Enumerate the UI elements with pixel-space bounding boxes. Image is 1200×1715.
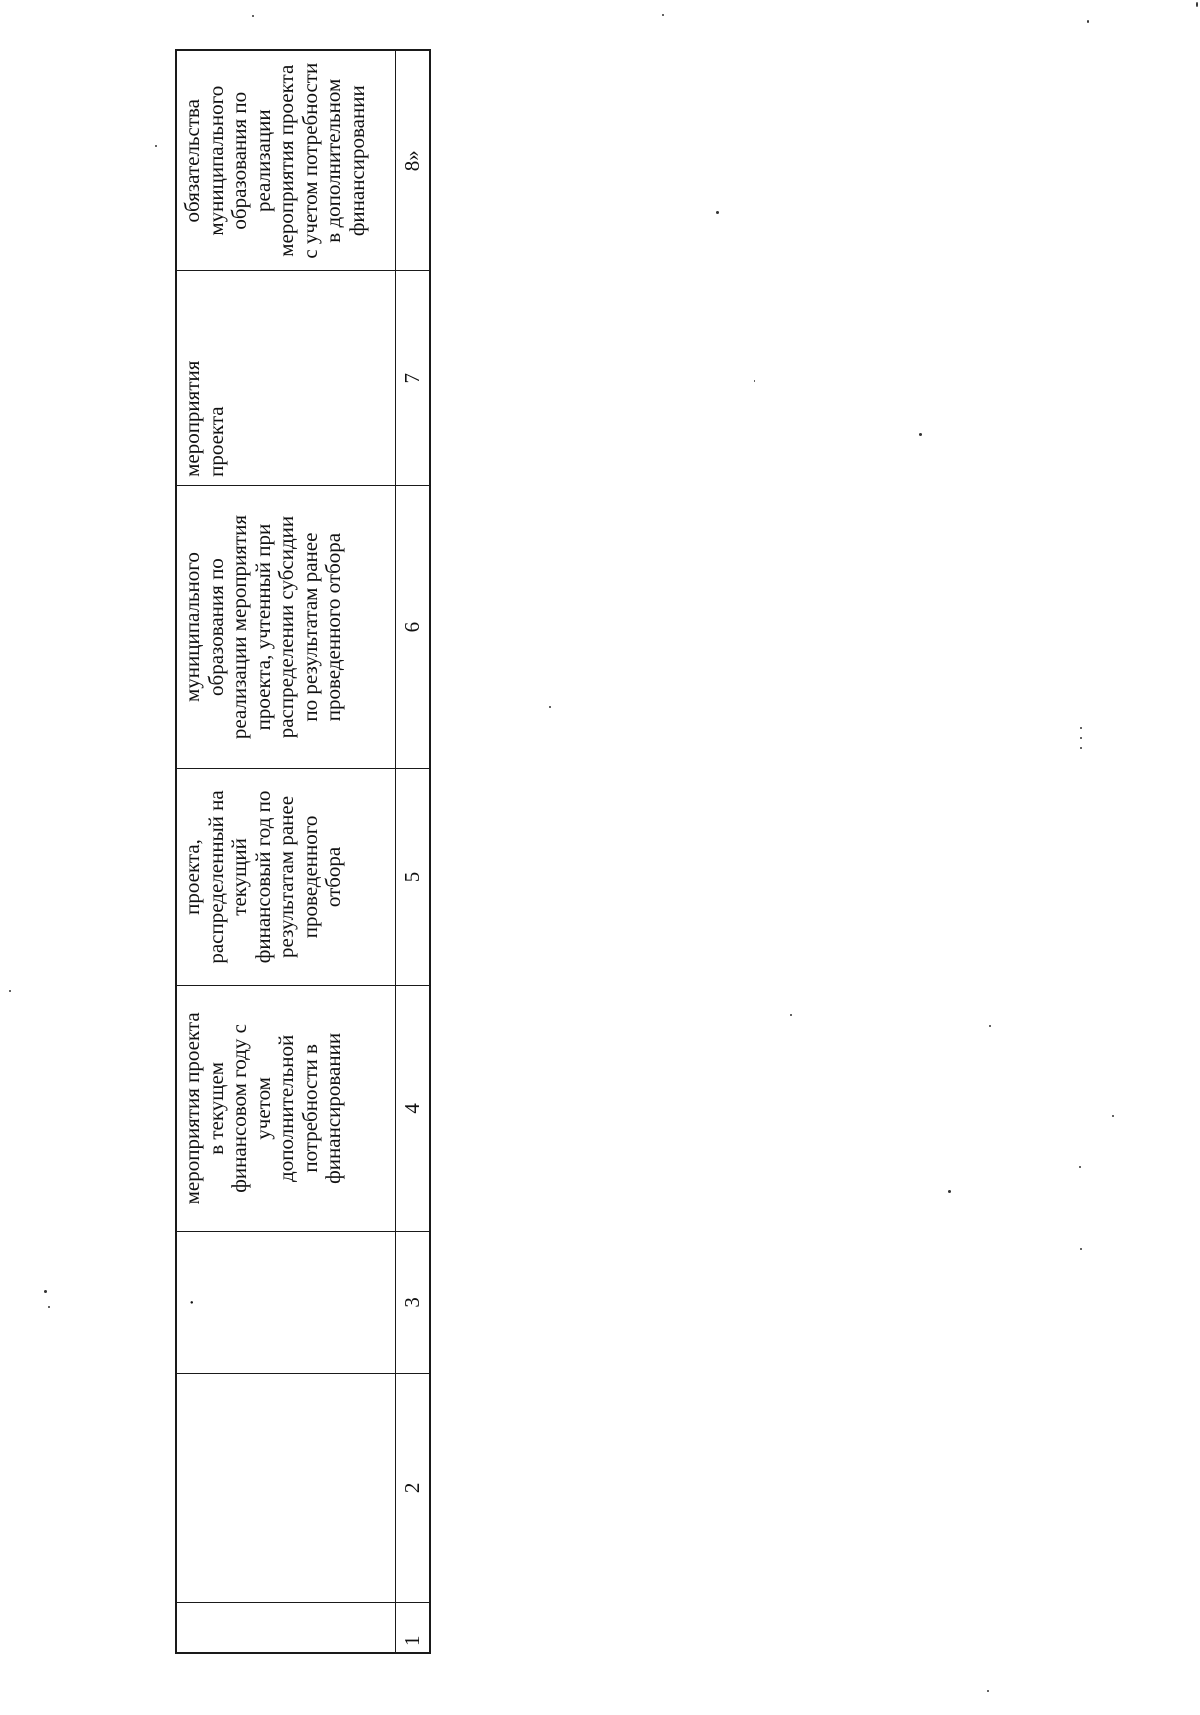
scan-speck: [549, 706, 551, 708]
scan-speck: [1087, 20, 1089, 23]
header-line: проведенного отбора: [321, 532, 345, 722]
scan-speck: [252, 15, 254, 17]
table-column-2: [177, 1373, 429, 1602]
header-line: дополнительной: [274, 1034, 298, 1182]
header-line: распределении субсидии: [274, 515, 298, 739]
header-line: образования по: [203, 558, 228, 696]
header-line: реализации: [250, 109, 275, 213]
column-header-6: [177, 486, 395, 768]
header-line: отбора: [321, 846, 345, 908]
column-header-8: [177, 51, 395, 270]
column-number-1: 1: [395, 1603, 429, 1652]
scan-speck: [48, 1306, 50, 1308]
header-line: мероприятия проекта: [180, 1012, 204, 1205]
column-header-4: [177, 986, 395, 1231]
table-column-6: [177, 485, 429, 768]
column-header-2: [177, 1374, 395, 1602]
scan-speck: [1080, 747, 1082, 749]
column-number-8: 8»: [395, 51, 429, 270]
header-line: распределенный на: [203, 790, 228, 964]
header-line: финансовый год по: [250, 790, 275, 964]
header-line: финансировании: [344, 85, 369, 237]
scan-speck: [44, 1290, 47, 1293]
header-line: мероприятия проекта: [274, 64, 298, 257]
column-header-7: [177, 271, 395, 484]
scan-speck: [919, 433, 922, 436]
data-table: [175, 49, 431, 1654]
scan-speck: [1196, 2, 1198, 7]
scan-speck: [1080, 1248, 1082, 1250]
scan-speck: [948, 1190, 951, 1193]
table-column-5: [177, 768, 429, 984]
header-line: по результатам ранее: [297, 532, 322, 722]
header-line: текущий: [227, 838, 251, 916]
column-header-1: [177, 1603, 395, 1652]
scan-speck: [662, 14, 664, 16]
header-line: проведенного: [297, 815, 322, 939]
scan-speck: [1112, 1115, 1114, 1117]
scan-speck: [1079, 1166, 1081, 1168]
column-number-5: 5: [395, 769, 429, 984]
column-number-6: 6: [395, 486, 429, 768]
header-line: результатам ранее: [274, 795, 298, 958]
scan-speck: [989, 1025, 991, 1027]
column-number-3: 3: [395, 1232, 429, 1373]
column-header-5: [177, 769, 395, 984]
header-line: потребности в: [297, 1044, 322, 1173]
header-line: финансовом году с: [227, 1024, 251, 1193]
column-number-2: 2: [395, 1374, 429, 1602]
header-line: учетом: [250, 1077, 275, 1140]
scan-speck: [754, 380, 755, 382]
scan-speck: [716, 211, 719, 214]
table-column-1: [177, 1602, 429, 1652]
header-line: реализации мероприятия: [227, 514, 251, 740]
header-line: в текущем: [203, 1061, 228, 1155]
table-column-8: [177, 51, 429, 270]
table-column-4: [177, 985, 429, 1231]
scan-speck: [1080, 737, 1082, 739]
header-line: муниципального: [180, 552, 204, 703]
column-number-7: 7: [395, 271, 429, 484]
header-line: образования по: [227, 91, 251, 230]
scan-speck: [987, 1690, 989, 1692]
scan-speck: [1080, 727, 1082, 729]
scan-speck: [790, 1014, 792, 1016]
header-line: проекта,: [180, 839, 204, 915]
column-number-4: 4: [395, 986, 429, 1231]
column-header-3: [177, 1232, 395, 1373]
header-line: в дополнительном: [321, 78, 345, 243]
table-column-7: [177, 270, 429, 484]
header-line: с учетом потребности: [297, 62, 322, 259]
header-line: ·: [180, 1298, 204, 1306]
header-line: мероприятия: [180, 360, 204, 477]
table-column-3: [177, 1231, 429, 1373]
header-line: проекта: [203, 406, 228, 477]
scan-speck: [9, 990, 11, 992]
header-line: обязательства: [180, 99, 204, 223]
header-line: проекта, учтенный при: [250, 523, 275, 731]
header-line: муниципального: [203, 85, 228, 236]
scan-speck: [155, 145, 157, 147]
header-line: финансировании: [321, 1032, 345, 1184]
